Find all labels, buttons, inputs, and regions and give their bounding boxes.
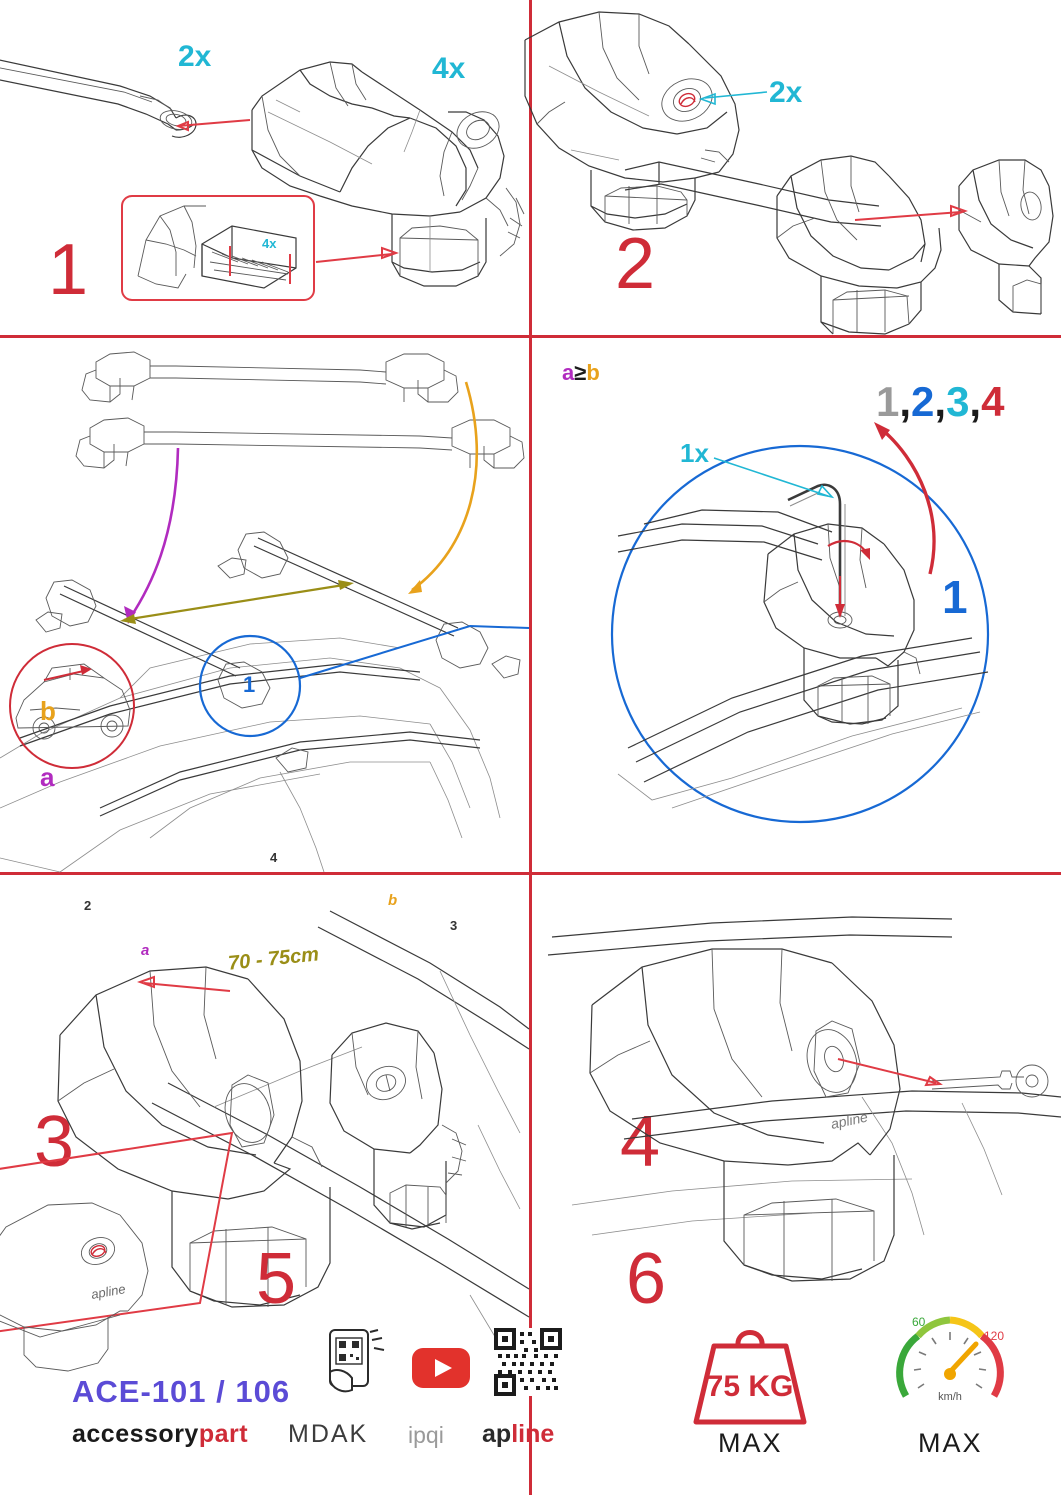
qr-phone-icon[interactable] [322,1328,388,1400]
seq-sep-2: , [934,378,947,425]
roof-label-b: b [388,892,398,909]
apline-ap: ap [482,1420,512,1448]
housing-brand-mark: apline [829,1108,870,1132]
step-3-illustration [0,338,529,872]
speedometer-icon [888,1300,1012,1424]
marker-2: 2 [84,898,92,913]
gauge-unit: km/h [938,1391,962,1403]
speed-max-label: MAX [918,1428,983,1458]
inset-brand-mark: apline [89,1281,127,1302]
seq-3: 3 [946,378,970,425]
crossbar-spacing-dimension: 70 - 75cm [227,943,321,975]
step-3-number: 3 [34,1102,76,1182]
gauge-min: 60 [912,1315,926,1329]
seq-2: 2 [911,378,935,425]
qr-code-icon[interactable] [494,1328,562,1396]
brand-logo [72,1420,248,1449]
step-6-number: 6 [626,1239,668,1319]
roof-label-a: a [141,942,150,959]
step-4-callout-1: 1 [942,571,968,623]
bar-label-a: a [40,762,55,792]
step-4-number: 4 [620,1102,662,1182]
step-2-illustration [529,0,1061,335]
marker-3: 3 [450,918,458,933]
weight-max-label: MAX [718,1428,783,1458]
step-2-qty-2x: 2x [769,76,803,109]
weight-icon [688,1312,812,1428]
step-4-qty-1x: 1x [680,438,709,468]
step-2-panel [529,0,1061,335]
weight-value: 75 KG [706,1370,794,1403]
brand-part: part [198,1420,249,1448]
seq-1: 1 [876,378,900,425]
marker-4: 4 [270,850,278,865]
step-2-number: 2 [615,224,657,304]
marker-1: 1 [243,672,256,697]
step-5-number: 5 [256,1239,298,1319]
partner-ipqi: ipqi [408,1422,444,1448]
inset-quantity-4x: 4x [262,236,277,251]
youtube-icon[interactable] [412,1348,470,1388]
partner-apline [482,1420,554,1449]
product-model: ACE-101 / 106 [72,1374,291,1409]
seq-sep-3: , [969,378,982,425]
step-1-panel [0,0,529,335]
condition-a-ge-b: a≥b [562,360,600,385]
step-1-qty-2x: 2x [178,40,212,73]
seq-sep-1: , [899,378,912,425]
step-1-qty-4x: 4x [432,52,466,85]
partner-mdak: MDAK [288,1420,369,1448]
brand-accessory: accessory [72,1420,199,1448]
tightening-sequence [876,378,1004,426]
seq-4: 4 [981,378,1005,425]
gauge-max: 120 [984,1329,1005,1343]
step-1-number: 1 [48,230,90,310]
bar-label-b: b [40,696,56,726]
apline-line: line [511,1420,555,1448]
